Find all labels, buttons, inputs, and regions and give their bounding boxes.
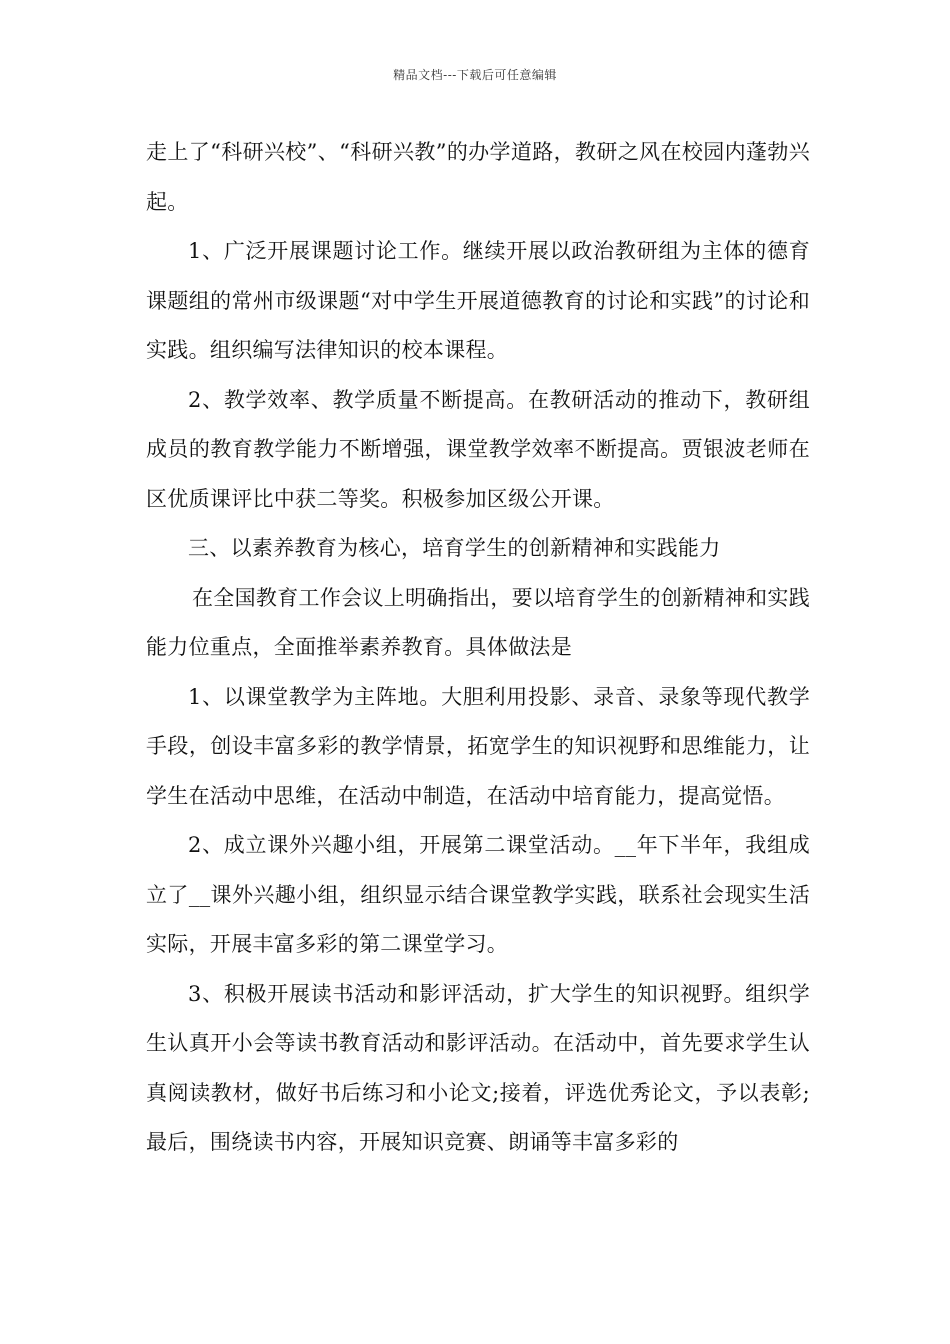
paragraph-national-conference: 在全国教育工作会议上明确指出，要以培育学生的创新精神和实践能力位重点，全面推举素养教育。具体做法是 bbox=[146, 585, 810, 659]
section-heading-quality-education: 三、以素养教育为核心，培育学生的创新精神和实践能力 bbox=[188, 536, 721, 560]
paragraph-reading-activities: 3、积极开展读书活动和影评活动，扩大学生的知识视野。组织学生认真开小会等读书教育活动和影评活动。在活动中，首先要求学生认真阅读教材，做好书后练习和小论文;接着，评选优秀论文，予以表彰;最后，围绕读书内容，开展知识竞赛、朗诵等丰富多彩的 bbox=[146, 981, 810, 1154]
paragraph-classroom-teaching: 1、以课堂教学为主阵地。大胆利用投影、录音、录象等现代教学手段，创设丰富多彩的教学情景，拓宽学生的知识视野和思维能力，让学生在活动中思维，在活动中制造，在活动中培育能力，提高觉悟。 bbox=[146, 684, 810, 808]
paragraph-research-topics: 1、广泛开展课题讨论工作。继续开展以政治教研组为主体的德育课题组的常州市级课题“对中学生开展道德教育的讨论和实践”的讨论和实践。组织编写法律知识的校本课程。 bbox=[146, 239, 810, 362]
paragraph-interest-groups: 2、成立课外兴趣小组，开展第二课堂活动。__年下半年，我组成立了__课外兴趣小组，组织显示结合课堂教学实践，联系社会现实生活实际，开展丰富多彩的第二课堂学习。 bbox=[146, 833, 810, 956]
paragraph-continuation: 走上了“科研兴校”、“科研兴教”的办学道路，教研之风在校园内蓬勃兴起。 bbox=[146, 140, 810, 214]
paragraph-teaching-quality: 2、教学效率、教学质量不断提高。在教研活动的推动下，教研组成员的教育教学能力不断增强，课堂教学效率不断提高。贾银波老师在区优质课评比中获二等奖。积极参加区级公开课。 bbox=[146, 387, 810, 511]
document-body bbox=[146, 128, 810, 1168]
page-header: 精品文档---下载后可任意编辑 bbox=[393, 68, 557, 82]
